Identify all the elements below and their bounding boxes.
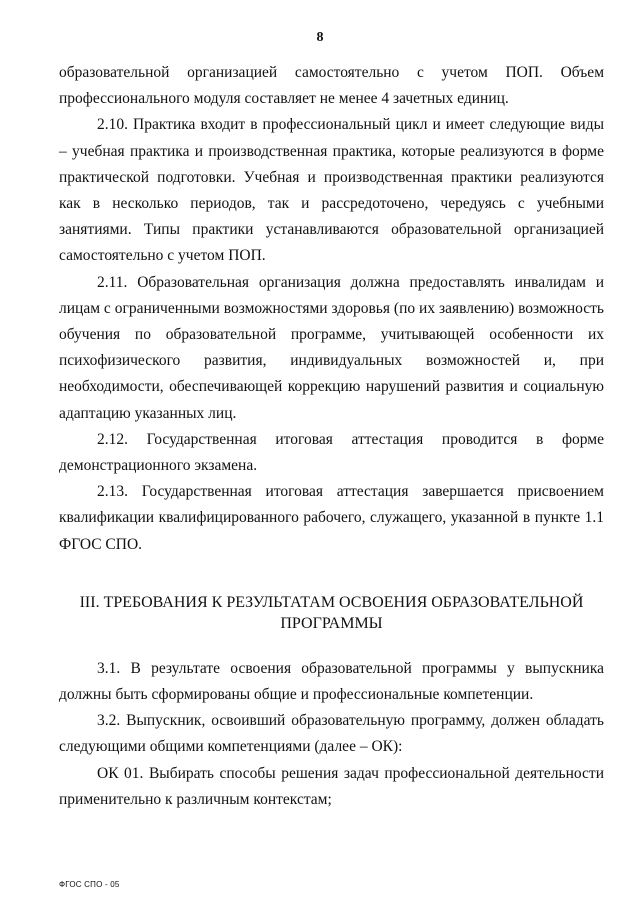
paragraph-ok-01: ОК 01. Выбирать способы решения задач профессиональной деятельности применительно к различным контекстам; — [59, 764, 604, 808]
paragraph-3-2: 3.2. Выпускник, освоивший образовательную программу, должен обладать следующими общими компетенциями (далее – ОК): — [59, 712, 604, 756]
paragraph-2-12: 2.12. Государственная итоговая аттестация проводится в форме демонстрационного экзамена. — [59, 430, 604, 475]
footer-document-code: ФГОС СПО - 05 — [59, 880, 120, 889]
paragraph-2-11: 2.11. Образовательная организация должна предоставлять инвалидам и лицам с ограниченными возможностями здоровья (по их заявлению) возможность обучения по образовательной программе, учитывающей особенности их психофизического развития, индивидуальных возможностей и, при необходимости, обеспечивающей коррекцию нарушений развития и социальную адаптацию указанных лиц. — [59, 273, 604, 422]
document-body — [59, 60, 604, 813]
paragraph-2-13: 2.13. Государственная итоговая аттестация завершается присвоением квалификации квалифицированного рабочего, служащего, указанной в пункте 1.1 ФГОС СПО. — [59, 483, 604, 553]
page-number: 8 — [316, 30, 324, 45]
paragraph-intro-continuation: образовательной организацией самостоятельно с учетом ПОП. Объем профессионального модуля составляет не менее 4 зачетных единиц. — [59, 64, 604, 108]
section-heading-iii: III. ТРЕБОВАНИЯ К РЕЗУЛЬТАТАМ ОСВОЕНИЯ ОБРАЗОВАТЕЛЬНОЙ ПРОГРАММЫ — [79, 593, 584, 632]
paragraph-2-10: 2.10. Практика входит в профессиональный цикл и имеет следующие виды – учебная практика и производственная практика, которые реализуются в форме практической подготовки. Учебная и производственная практики реализуются как в несколько периодов, так и рассредоточено, чередуясь с учебными занятиями. Типы практики устанавливаются образовательной организацией самостоятельно с учетом ПОП. — [59, 116, 604, 265]
paragraph-3-1: 3.1. В результате освоения образовательной программы у выпускника должны быть сформированы общие и профессиональные компетенции. — [59, 659, 604, 704]
